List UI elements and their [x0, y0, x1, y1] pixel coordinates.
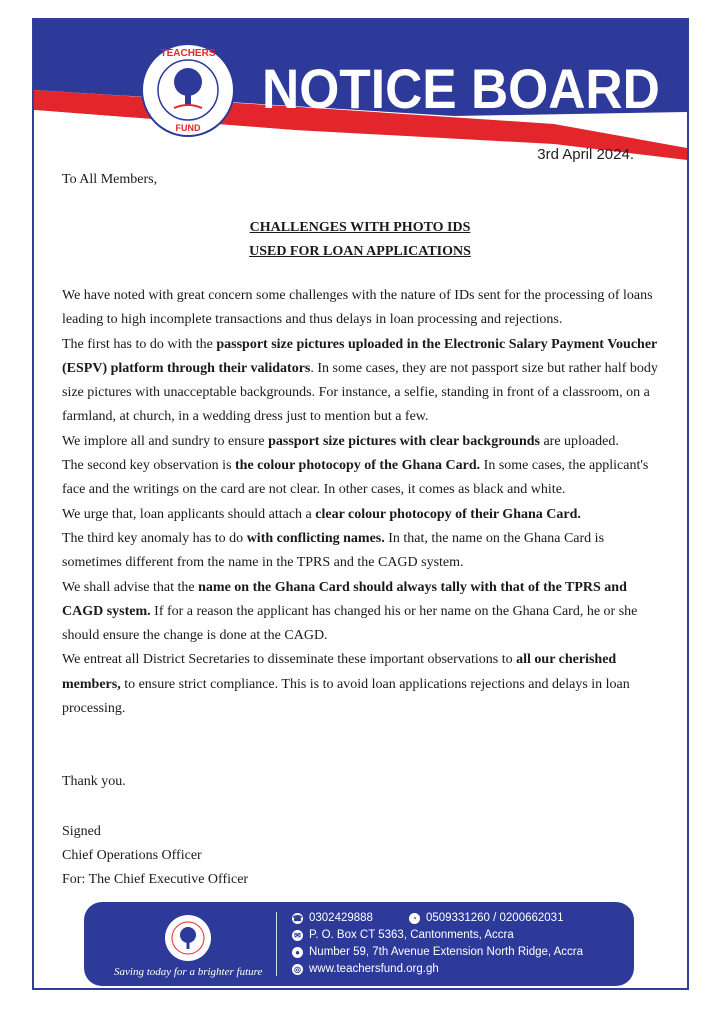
body-text: are uploaded. — [539, 433, 619, 449]
contact-phone[interactable]: 0302429888 — [309, 912, 373, 924]
notice-header — [34, 20, 687, 160]
footer-tagline: Saving today for a brighter future — [114, 966, 263, 978]
body-paragraph — [62, 648, 665, 721]
notice-date: 3rd April 2024. — [537, 146, 634, 163]
emphasis-text: the colour photocopy of the Ghana Card. — [235, 458, 481, 474]
contact-address: Number 59, 7th Avenue Extension North Ridge, Accra — [309, 946, 584, 958]
phone-icon: ☎ — [292, 913, 303, 923]
closing: Thank you. — [62, 774, 126, 789]
body-text: We urge that, loan applicants should attach a — [62, 506, 316, 522]
signature-for: For: The Chief Executive Officer — [62, 872, 249, 887]
signature-signed: Signed — [62, 824, 101, 839]
contact-postal-row — [292, 929, 514, 941]
contact-whatsapp[interactable]: 0509331260 / 0200662031 — [425, 912, 564, 924]
contact-website-row — [292, 963, 439, 975]
footer-contact-bar — [84, 902, 634, 986]
signature-title: Chief Operations Officer — [62, 848, 202, 863]
body-paragraph — [62, 503, 665, 527]
salutation: To All Members, — [62, 172, 158, 187]
body-text: If for a reason the applicant has changed his or her name on the Ghana Card, he or she should ensure the change is done at the CAGD. — [62, 603, 638, 644]
contact-address-row — [292, 946, 583, 958]
body-paragraph — [62, 527, 665, 576]
body-paragraph — [62, 576, 665, 649]
emphasis-text: passport size pictures uploaded in the Electronic Salary Payment Voucher (ESPV) platform through their validators — [62, 336, 657, 376]
body-text: to ensure strict compliance. This is to avoid loan applications rejections and delays in loan processing. — [62, 676, 630, 717]
body-paragraph — [62, 284, 665, 333]
contact-postal: P. O. Box CT 5363, Cantonments, Accra — [309, 929, 514, 941]
contact-website[interactable]: www.teachersfund.org.gh — [309, 963, 439, 975]
notice-body — [62, 284, 665, 721]
body-text: In some cases, the applicant's face and the writings on the card are not clear. In other cases, it comes as black and white. — [62, 458, 649, 498]
emphasis-text: passport size pictures with clear backgrounds — [268, 433, 540, 449]
logo-text-top: TEACHERS — [160, 48, 216, 59]
body-text: We implore all and sundry to ensure — [62, 433, 269, 449]
body-text: In that, the name on the Ghana Card is sometimes different from the name in the TPRS and the CAGD system. — [62, 530, 605, 571]
body-text: We have noted with great concern some challenges with the nature of IDs sent for the processing of loans leading to high incomplete transactions and thus delays in loan processing and rejections. — [62, 288, 653, 328]
logo-text-bottom: FUND — [175, 123, 201, 133]
globe-icon: ◎ — [292, 964, 303, 975]
emphasis-text: clear colour photocopy of their Ghana Card. — [315, 506, 581, 522]
body-text: . In some cases, they are not passport size but rather half body size pictures with unacceptable backgrounds. For instance, a selfie, standing in front of a classroom, on a farmland, at church, in a wedding dress just to mention but a few. — [62, 360, 658, 425]
mail-icon: ✉ — [292, 930, 303, 941]
whatsapp-icon: ◔ — [409, 913, 420, 924]
emphasis-text: with conflicting names. — [246, 530, 385, 546]
body-text: The third key anomaly has to do — [62, 530, 247, 546]
emphasis-text: name on the Ghana Card should always tally with that of the TPRS and CAGD system. — [62, 579, 627, 619]
body-text: We entreat all District Secretaries to disseminate these important observations to — [62, 652, 517, 668]
body-text: The second key observation is — [62, 458, 236, 474]
heading-line-2: USED FOR LOAN APPLICATIONS — [249, 244, 471, 259]
body-paragraph — [62, 430, 665, 454]
body-text: The first has to do with the — [62, 336, 217, 352]
emphasis-text: all our cherished members, — [62, 652, 617, 692]
location-pin-icon: ● — [292, 947, 303, 958]
page-title: NOTICE BOARD — [262, 57, 660, 120]
body-text: We shall advise that the — [62, 579, 199, 595]
heading-line-1: CHALLENGES WITH PHOTO IDS — [249, 220, 471, 235]
footer-divider — [276, 912, 277, 976]
contact-phone-row — [292, 912, 563, 924]
body-paragraph — [62, 454, 665, 503]
footer-logo — [164, 914, 212, 962]
body-paragraph — [62, 333, 665, 430]
teachers-fund-logo — [140, 42, 236, 138]
